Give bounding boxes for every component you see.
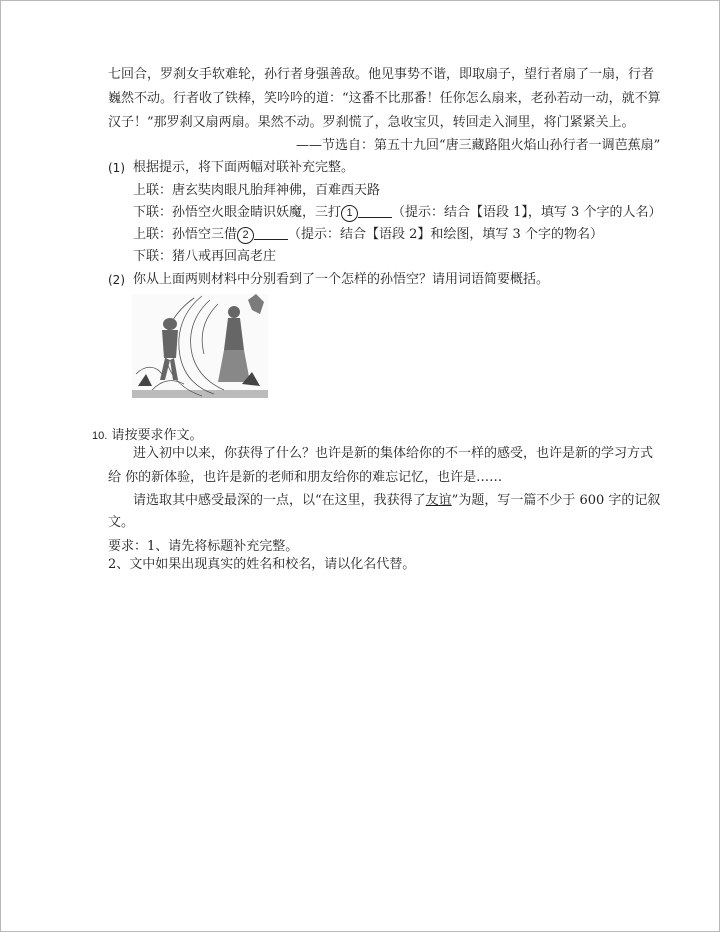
instruction-text: 请选取其中感受最深的一点，以“在这里，我获得了 bbox=[133, 493, 426, 508]
passage-line: 巍然不动。行者收了铁棒，笑吟吟的道：“这番不比那番！任你怎么扇来，老孙若动一动，就不算 bbox=[108, 91, 661, 106]
essay-paragraph: 进入初中以来，你获得了什么？也许是新的集体给你的不一样的感受，也许是新的学习方式 bbox=[133, 446, 654, 461]
monkey-king-illustration bbox=[132, 294, 268, 398]
couplet-text: 下联：孙悟空火眼金睛识妖魔，三打 bbox=[133, 205, 342, 220]
couplet-upper-1: 上联：唐玄奘肉眼凡胎拜神佛，百难西天路 bbox=[133, 183, 381, 198]
passage-line: 七回合，罗刹女手软难轮，孙行者身强善敌。他见事势不谐，即取扇子，望行者扇了一扇，行者 bbox=[108, 67, 655, 82]
question-title: 请按要求作文。 bbox=[111, 428, 203, 443]
question-label: (2) bbox=[108, 273, 125, 287]
blank-number-1: 1 bbox=[341, 205, 358, 222]
question-10 bbox=[92, 427, 202, 445]
instruction-text: ”为题，写一篇不少于 600 字的记叙 bbox=[451, 493, 661, 508]
hint-text: （提示：结合【语段 1】，填写 3 个字的人名） bbox=[392, 205, 662, 220]
couplet-lower-2: 下联：猪八戒再回高老庄 bbox=[133, 249, 277, 264]
hint-text: （提示：结合【语段 2】和绘图，填写 3 个字的物名） bbox=[288, 227, 603, 242]
question-prompt: 你从上面两则材料中分别看到了一个怎样的孙悟空？请用词语简要概括。 bbox=[133, 272, 550, 287]
essay-instruction bbox=[133, 492, 660, 510]
answer-blank-2[interactable] bbox=[254, 227, 288, 240]
blank-number-2: 2 bbox=[237, 227, 254, 244]
title-keyword: 友谊 bbox=[425, 493, 452, 508]
question-number: 10. bbox=[92, 430, 108, 442]
question-prompt: 根据提示，将下面两幅对联补充完整。 bbox=[133, 160, 355, 175]
couplet-lower-1 bbox=[133, 204, 661, 222]
passage-source: ——节选自：第五十九回“唐三藏路阻火焰山孙行者一调芭蕉扇” bbox=[296, 138, 661, 153]
essay-instruction: 文。 bbox=[108, 515, 135, 530]
answer-blank-1[interactable] bbox=[358, 205, 392, 218]
passage-line: 汉子！”那罗刹又扇两扇。果然不动。罗刹慌了，急收宝贝，转回走入洞里，将门紧紧关上。 bbox=[108, 115, 635, 130]
requirement-2: 2、文中如果出现真实的姓名和校名，请以化名代替。 bbox=[108, 557, 416, 572]
requirement-1: 要求：1、请先将标题补充完整。 bbox=[108, 539, 299, 554]
question-label: (1) bbox=[108, 161, 125, 175]
essay-paragraph: 给 你的新体验，也许是新的老师和朋友给你的难忘记忆，也许是…… bbox=[108, 470, 503, 485]
couplet-upper-2 bbox=[133, 226, 603, 244]
couplet-text: 上联：孙悟空三借 bbox=[133, 227, 238, 242]
